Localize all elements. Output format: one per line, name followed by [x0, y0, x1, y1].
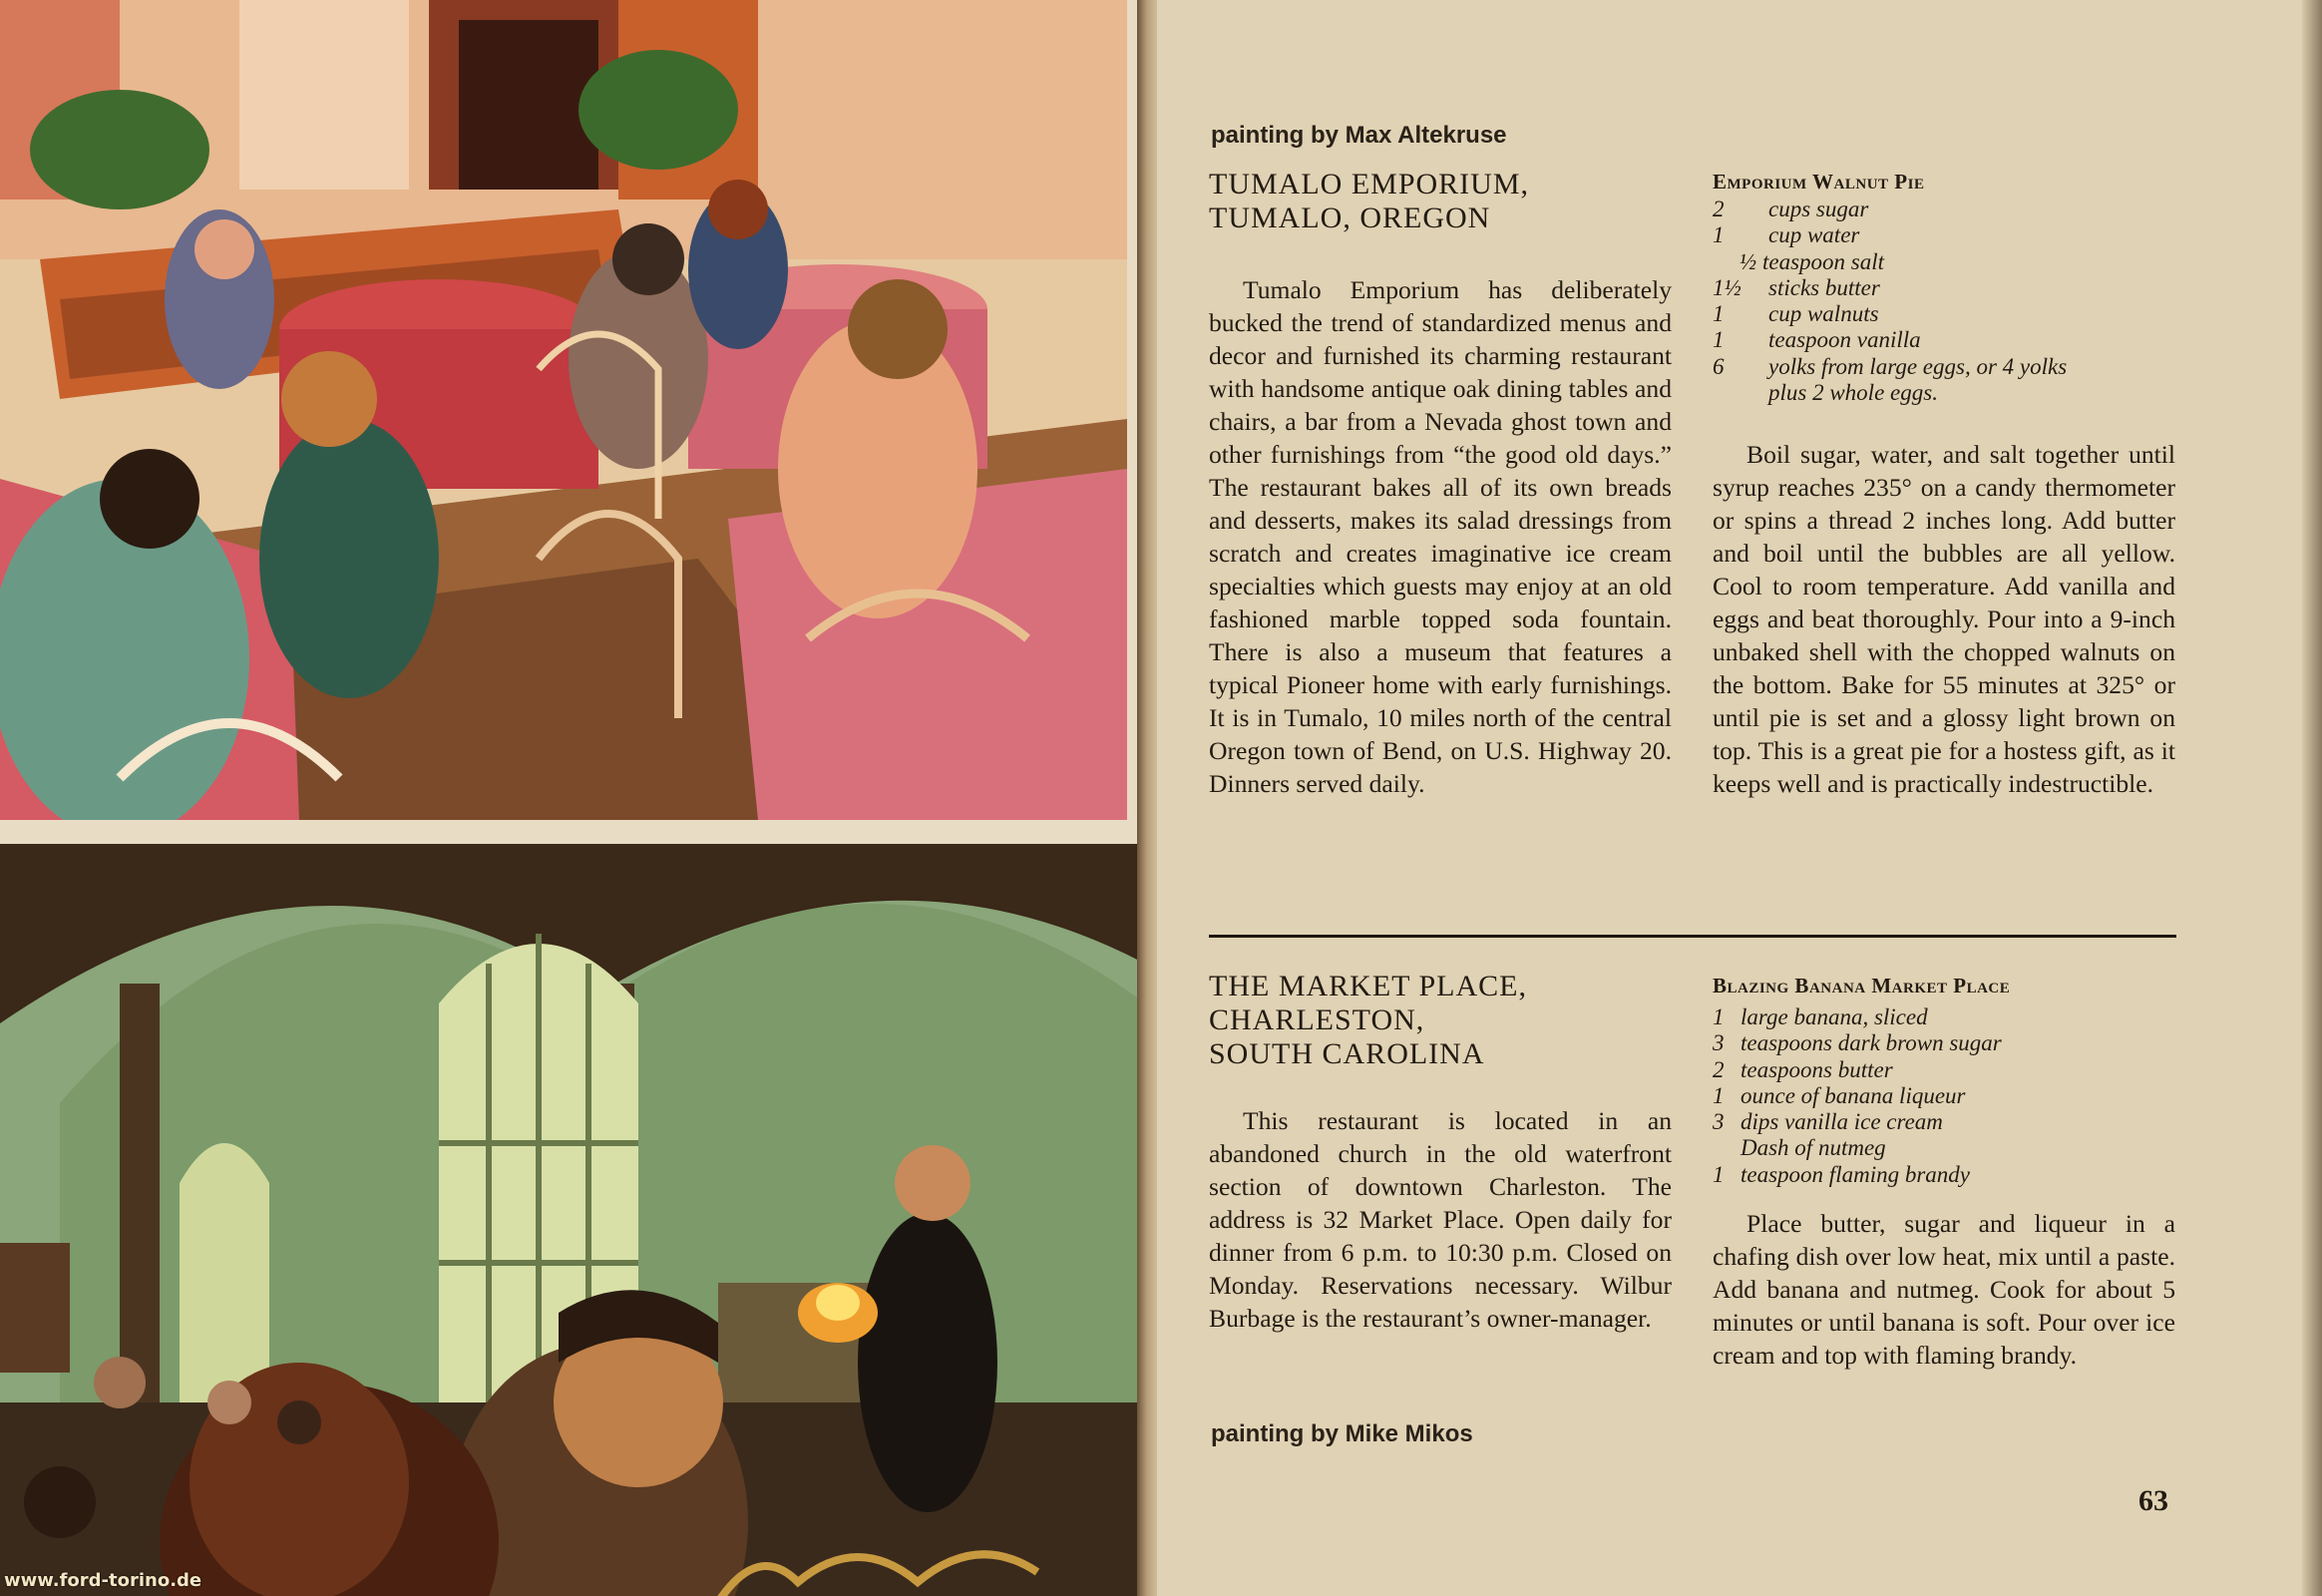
restaurant-interior-painting: [0, 0, 1127, 820]
painting-credit-bottom: painting by Mike Mikos: [1211, 1420, 1473, 1447]
ingredient-qty: 2: [1713, 1056, 1725, 1082]
painting-credit-top: painting by Max Altekruse: [1211, 122, 1507, 149]
watermark: www.ford-torino.de: [4, 1570, 202, 1591]
ingredient-item: [1713, 197, 2181, 222]
recipe1-instructions: [1713, 438, 2175, 800]
ingredient-qty: 1: [1713, 1004, 1725, 1029]
article2-description: [1209, 1104, 1672, 1335]
left-page: [0, 0, 1137, 1596]
ingredient-qty: 1½: [1713, 274, 1742, 300]
ingredient-item: [1713, 327, 2181, 353]
ingredient-text: large banana, sliced: [1741, 1004, 1928, 1029]
recipe1-title: Emporium Walnut Pie: [1713, 170, 1925, 194]
ingredient-item: [1713, 380, 2181, 406]
ingredient-item: [1713, 1004, 2181, 1030]
page-number: 63: [2138, 1484, 2168, 1517]
ingredient-text: teaspoon salt: [1762, 248, 1885, 274]
recipe2-ingredients: [1713, 1004, 2181, 1188]
ingredient-text: teaspoons butter: [1741, 1056, 1893, 1082]
ingredient-qty: 6: [1713, 353, 1725, 379]
ingredient-qty: 2: [1713, 197, 1725, 221]
ingredient-text: teaspoons dark brown sugar: [1741, 1030, 2002, 1056]
article1-title-line: TUMALO, OREGON: [1209, 201, 1491, 234]
ingredient-item: [1713, 1030, 2181, 1056]
recipe1-instructions-text: Boil sugar, water, and salt together until syrup reaches 235° on a candy thermometer or spins a thread 2 inches long. Add butter and boil until the bubbles are all yellow. Cool to room temperature. Add vanilla and eggs and beat thoroughly. Pour into a 9-inch unbaked shell with the chopped walnuts on the bottom. Bake for 55 minutes at 325° or until pie is set and a glossy light brown on top. This is a great pie for a hostess gift, as it keeps well and is practically indestructible.: [1713, 440, 2175, 798]
ingredient-item: [1713, 1057, 2181, 1083]
ingredient-qty: 1: [1713, 1082, 1725, 1108]
section-divider: [1209, 935, 2176, 938]
ingredient-text: yolks from large eggs, or 4 yolks: [1768, 353, 2068, 379]
ingredient-text: ounce of banana liqueur: [1741, 1082, 1966, 1108]
article2-title: [1209, 970, 1527, 1071]
church-dining-painting: [0, 844, 1145, 1596]
ingredient-qty: 1: [1713, 301, 1725, 327]
ingredient-item: [1713, 222, 2181, 248]
ingredient-item: [1713, 1162, 2181, 1188]
ingredient-item: [1713, 249, 2181, 275]
ingredient-text: cup walnuts: [1768, 301, 1879, 327]
ingredient-text: plus 2 whole eggs.: [1768, 380, 1938, 406]
ingredient-qty: 3: [1713, 1030, 1725, 1056]
ingredient-item: [1713, 275, 2181, 301]
ingredient-text: Dash of nutmeg: [1741, 1135, 1886, 1161]
article2-description-text: This restaurant is located in an abandoned church in the old waterfront section of downtown Charleston. The address is 32 Market Place. Open daily for dinner from 6 p.m. to 10:30 p.m. Closed on Monday. Reservations necessary. Wilbur Burbage is the restaurant’s owner-manager.: [1209, 1106, 1672, 1333]
ingredient-qty: 3: [1713, 1109, 1725, 1135]
recipe2-instructions: [1713, 1207, 2175, 1372]
article2-title-line: CHARLESTON,: [1209, 1003, 1425, 1036]
ingredient-item: [1713, 1083, 2181, 1109]
recipe1-ingredients: [1713, 197, 2181, 406]
article2-title-line: SOUTH CAROLINA: [1209, 1037, 1485, 1070]
ingredient-item: [1713, 1109, 2181, 1135]
ingredient-text: teaspoon flaming brandy: [1741, 1161, 1970, 1187]
ingredient-text: cups sugar: [1768, 197, 1869, 221]
ingredient-text: dips vanilla ice cream: [1741, 1109, 1943, 1135]
ingredient-text: cup water: [1768, 222, 1860, 248]
page-edge: [2302, 0, 2322, 1596]
ingredient-qty: 1: [1713, 327, 1725, 353]
article1-title: [1209, 168, 1529, 235]
article1-description: [1209, 273, 1672, 800]
ingredient-text: sticks butter: [1768, 274, 1880, 300]
ingredient-qty: 1: [1713, 222, 1725, 248]
ingredient-qty: 1: [1713, 1161, 1725, 1187]
article2-title-line: THE MARKET PLACE,: [1209, 970, 1527, 1002]
ingredient-qty: ½: [1739, 248, 1756, 274]
ingredient-item: [1713, 301, 2181, 327]
article1-title-line: TUMALO EMPORIUM,: [1209, 168, 1530, 200]
recipe2-title: Blazing Banana Market Place: [1713, 974, 2011, 998]
ingredient-item: [1713, 1135, 2181, 1161]
ingredient-text: teaspoon vanilla: [1768, 327, 1921, 353]
ingredient-item: [1713, 354, 2181, 380]
recipe2-instructions-text: Place butter, sugar and liqueur in a chafing dish over low heat, mix until a paste. Add banana and nutmeg. Cook for about 5 minutes or until banana is soft. Pour over ice cream and top with flaming brandy.: [1713, 1209, 2175, 1370]
article1-description-text: Tumalo Emporium has deliberately bucked the trend of standardized menus and decor and furnished its charming restaurant with handsome antique oak dining tables and chairs, a bar from a Nevada ghost town and other furnishings from “the good old days.” The restaurant bakes all of its own breads and desserts, makes its salad dressings from scratch and creates imaginative ice cream specialties which guests may enjoy at an old fashioned marble topped soda fountain. There is also a museum that features a typical Pioneer home with early furnishings. It is in Tumalo, 10 miles north of the central Oregon town of Bend, on U.S. Highway 20. Dinners served daily.: [1209, 275, 1672, 798]
